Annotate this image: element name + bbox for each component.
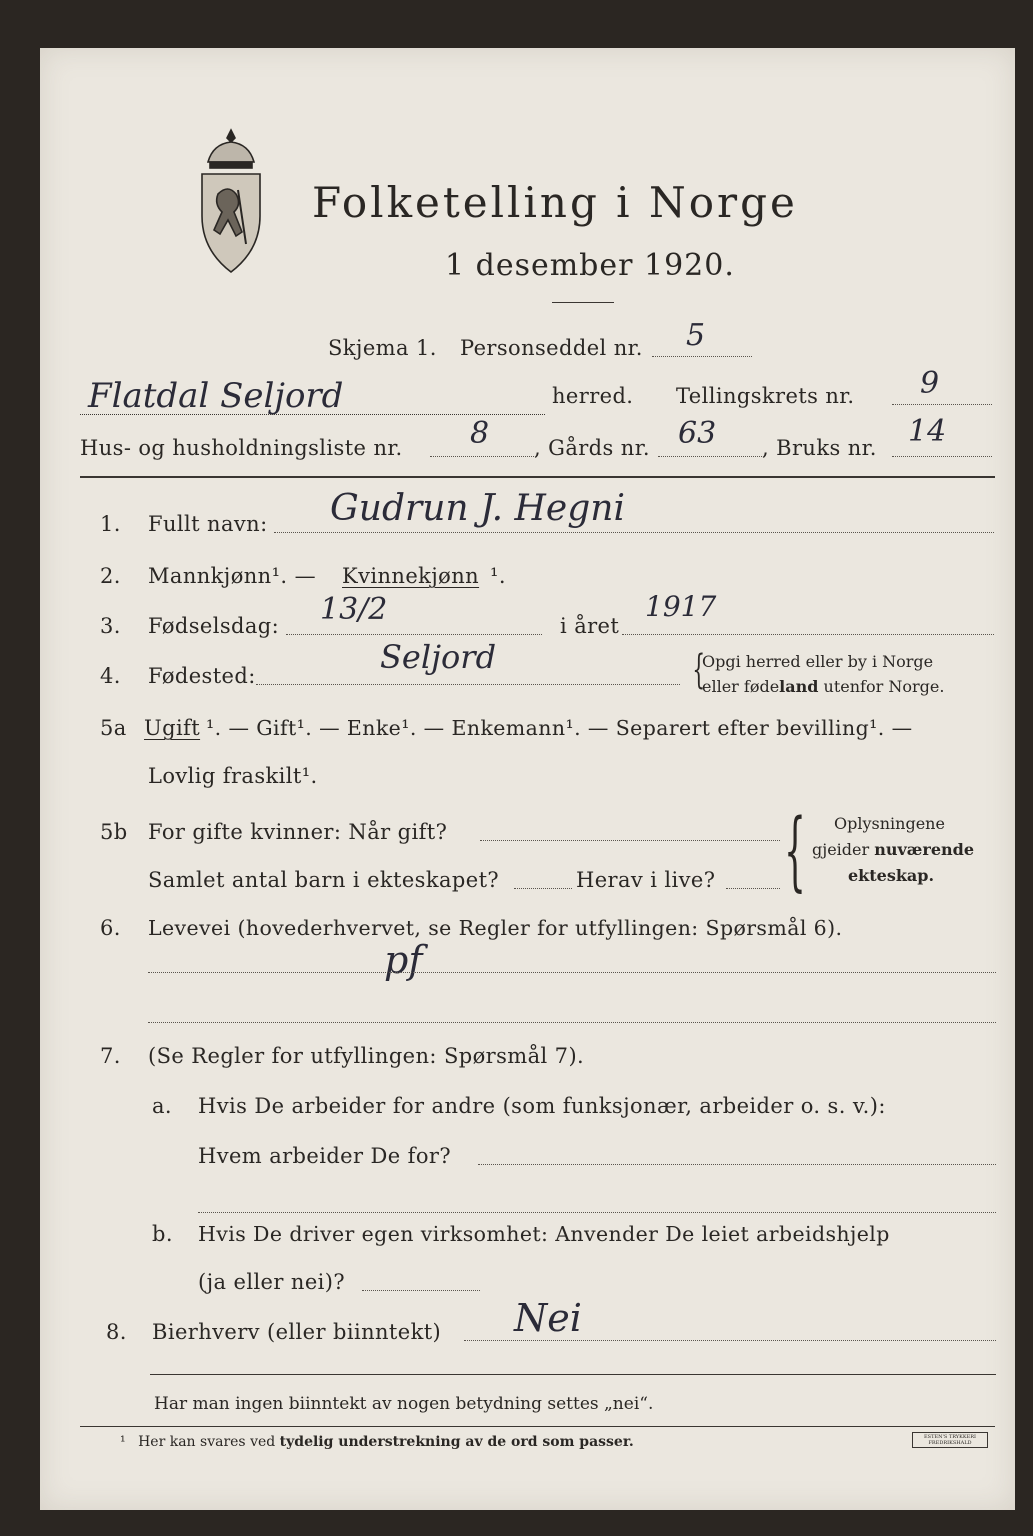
- q6-dotline-2: [148, 1022, 996, 1023]
- bruks-label: , Bruks nr.: [762, 436, 877, 460]
- schema-label: Skjema 1.: [328, 336, 437, 360]
- q5a-number: 5a: [100, 716, 127, 740]
- footnote-mark: ¹: [120, 1434, 126, 1450]
- printer-stamp: ESTEN'S TRYKKERI FREDRIKSHALD: [912, 1432, 988, 1448]
- q4-number: 4.: [100, 664, 121, 688]
- q7-number: 7.: [100, 1044, 121, 1068]
- q7a-dotline-2: [198, 1212, 996, 1213]
- bruks-value[interactable]: 14: [908, 414, 947, 449]
- q5b-married-label: For gifte kvinner: Når gift?: [148, 820, 448, 844]
- tellingskrets-dotline: [892, 404, 992, 405]
- q1-number: 1.: [100, 512, 121, 536]
- personseddel-dotline: [652, 356, 752, 357]
- q4-note-line1: Opgi herred eller by i Norge: [702, 652, 934, 671]
- q2-number: 2.: [100, 564, 121, 588]
- herred-label: herred.: [552, 384, 634, 408]
- q7b-question: (ja eller nei)?: [198, 1270, 346, 1294]
- q3-date-dotline: [286, 634, 542, 635]
- census-date: 1 desember 1920.: [445, 248, 735, 283]
- q8-secondary-income-value[interactable]: Nei: [514, 1296, 582, 1340]
- q5b-number: 5b: [100, 820, 128, 844]
- q3-birthdate-value[interactable]: 13/2: [320, 592, 388, 627]
- herred-underline: [80, 414, 545, 415]
- q5b-children-dotline: [514, 888, 572, 889]
- gards-label: , Gårds nr.: [534, 436, 650, 460]
- husholdning-label: Hus- og husholdningsliste nr.: [80, 436, 403, 460]
- q7a-dotline-1: [478, 1164, 996, 1165]
- q2-footnote-mark: ¹.: [490, 564, 506, 588]
- q5a-other-options[interactable]: ¹. — Gift¹. — Enke¹. — Enkemann¹. — Separert efter bevilling¹. —: [206, 716, 913, 740]
- q4-label: Fødested:: [148, 664, 256, 688]
- personseddel-value[interactable]: 5: [686, 318, 706, 353]
- q6-number: 6.: [100, 916, 121, 940]
- q8-label: Bierhverv (eller biinntekt): [152, 1320, 442, 1344]
- herred-value[interactable]: Flatdal Seljord: [88, 376, 344, 416]
- q3-year-value[interactable]: 1917: [645, 590, 717, 623]
- title-divider: [552, 302, 614, 303]
- bruks-dotline: [892, 456, 992, 457]
- q3-year-dotline: [622, 634, 994, 635]
- q5a-ugift-option[interactable]: Ugift: [144, 716, 201, 740]
- q2-female-option[interactable]: Kvinnekjønn: [342, 564, 480, 588]
- footer-note: Har man ingen biinntekt av nogen betydning settes „nei“.: [154, 1394, 654, 1414]
- q5b-brace: {: [784, 801, 806, 901]
- section-divider: [80, 476, 995, 478]
- q7b-label: Hvis De driver egen virksomhet: Anvender De leiet arbeidshjelp: [198, 1222, 890, 1246]
- q6-label: Levevei (hovederhvervet, se Regler for utfyllingen: Spørsmål 6).: [148, 916, 843, 940]
- q4-birthplace-value[interactable]: Seljord: [380, 638, 497, 676]
- footnote: [120, 1434, 634, 1450]
- q2-male-option[interactable]: Mannkjønn¹. —: [148, 564, 316, 588]
- q1-dotline: [274, 532, 994, 533]
- personseddel-label: Personseddel nr.: [460, 336, 643, 360]
- coat-of-arms-emblem: [188, 124, 274, 284]
- gards-dotline: [658, 456, 762, 457]
- q3-number: 3.: [100, 614, 121, 638]
- q7a-question: Hvem arbeider De for?: [198, 1144, 451, 1168]
- husholdning-value[interactable]: 8: [470, 416, 490, 451]
- footnote-divider: [80, 1426, 995, 1427]
- q4-note-line2: eller fødeland utenfor Norge.: [702, 677, 945, 696]
- q1-label: Fullt navn:: [148, 512, 268, 536]
- q7b-number: b.: [152, 1222, 173, 1246]
- q5b-alive-label: Herav i live?: [576, 868, 716, 892]
- q6-dotline-1: [148, 972, 996, 973]
- q5b-children-label: Samlet antal barn i ekteskapet?: [148, 868, 500, 892]
- q7a-number: a.: [152, 1094, 172, 1118]
- q4-dotline: [256, 684, 680, 685]
- q7b-dotline: [362, 1290, 480, 1291]
- q5b-alive-dotline: [726, 888, 780, 889]
- q6-occupation-value[interactable]: pf: [384, 938, 423, 982]
- q5b-note-line3: ekteskap.: [848, 866, 935, 885]
- q3-label: Fødselsdag:: [148, 614, 280, 638]
- husholdning-dotline: [430, 456, 534, 457]
- q1-fullname-value[interactable]: Gudrun J. Hegni: [330, 488, 625, 529]
- q3-year-label: i året: [560, 614, 620, 638]
- form-title: Folketelling i Norge: [312, 178, 798, 227]
- q8-number: 8.: [106, 1320, 127, 1344]
- footnote-text: Her kan svares ved tydelig understrekning av de ord som passer.: [138, 1434, 634, 1450]
- q7-label: (Se Regler for utfyllingen: Spørsmål 7).: [148, 1044, 585, 1068]
- tellingskrets-value[interactable]: 9: [920, 366, 940, 401]
- q5b-note-line2: gjeider nuværende: [812, 840, 975, 859]
- q5b-married-dotline: [480, 840, 780, 841]
- q4-brace: {: [692, 647, 706, 693]
- q8-dotline: [464, 1340, 996, 1341]
- footer-divider: [150, 1374, 996, 1375]
- census-form: [40, 48, 1015, 1510]
- q5b-note-line1: Oplysningene: [834, 814, 945, 833]
- q5a-line2[interactable]: Lovlig fraskilt¹.: [148, 764, 318, 788]
- tellingskrets-label: Tellingskrets nr.: [676, 384, 855, 408]
- gards-value[interactable]: 63: [678, 416, 717, 451]
- q7a-label: Hvis De arbeider for andre (som funksjonær, arbeider o. s. v.):: [198, 1094, 886, 1118]
